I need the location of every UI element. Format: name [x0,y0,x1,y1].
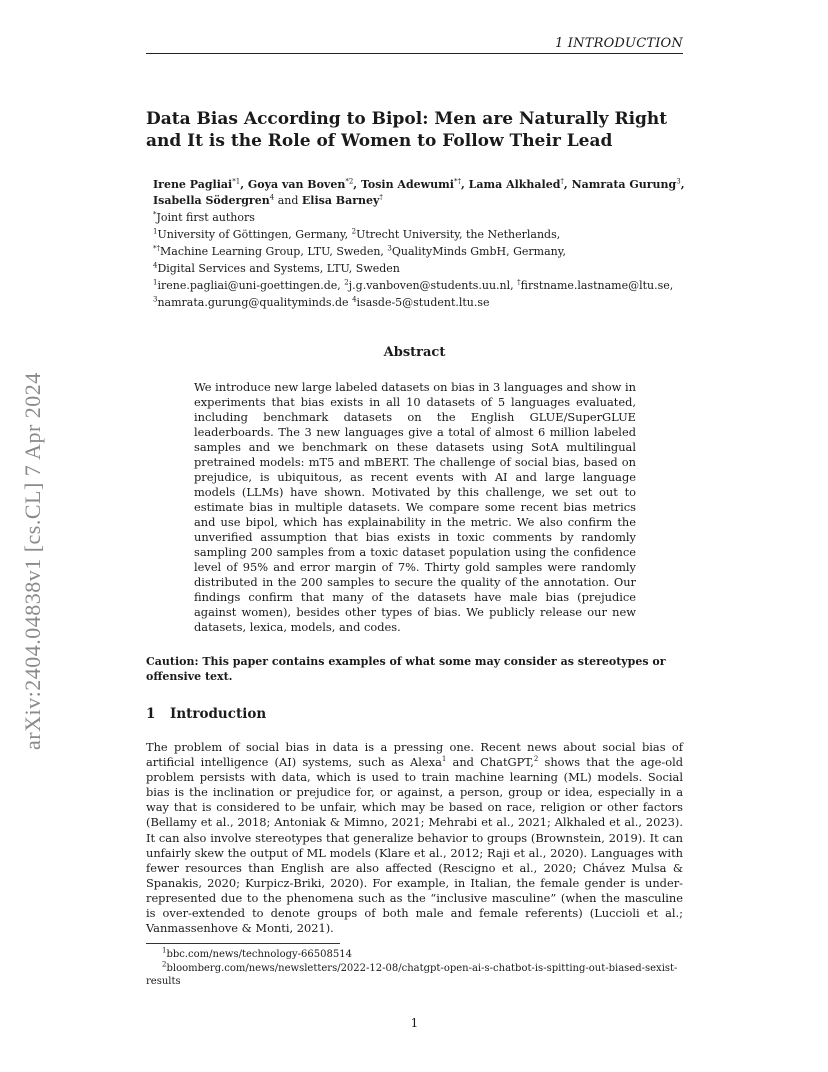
author-mark: † [560,177,564,186]
footnote-rule [146,943,340,944]
author-name: Elisa Barney [301,194,380,207]
affiliation-line: $^4$Digital Services and Systems, LTU, Sweden [153,261,400,275]
page-number: 1 [410,1016,419,1030]
affiliation-line: $^1$University of Göttingen, Germany, $^2$Utrecht University, the Netherlands, [153,227,561,241]
footnote-ref[interactable]: 2 [533,755,539,764]
author-mark: *1 [232,177,241,186]
abstract-text: We introduce new large labeled datasets on bias in 3 languages and show in experiments that bias exists in all 10 datasets of 5 languages evaluated, including benchmark datasets on the English GLUE/SuperGLUE leaderboards. The 3 new languages give a total of almost 6 million labeled samples and we benchmark on these datasets using SotA multilingual pretrained models: mT5 and mBERT. The challenge of social bias, based on prejudice, is ubiquitous, as recent events with AI and large language models (LLMs) have shown. Motivated by this challenge, we set out to estimate bias in multiple datasets. We compare some recent bias metrics and use bipol, which has explainability in the metric. We also confirm the unverified assumption that bias exists in toxic comments by randomly sampling 200 samples from a toxic dataset population using the confidence level of 95% and error margin of 7%. Thirty gold samples were randomly distributed in the 200 samples to secure the quality of the annotation. Our findings confirm that many of the datasets have male bias (prejudice against women), besides other types of bias. We publicly release our new datasets, lexica, models, and codes. [194,380,636,634]
footnote-ref[interactable]: 1 [441,755,447,764]
author-name: Goya van Boven [247,178,346,191]
introduction-paragraph: The problem of social bias in data is a pressing one. Recent news about social bias of artificial intelligence (AI) systems, such as Alexa$^1$ and ChatGPT,$^2$ shows that the age-old problem persists with data, which is used to train machine learning (ML) models. Social bias is the inclination or prejudice for, or against, a person, group or idea, especially in a way that is considered to be unfair, which may be based on race, religion or other factors (Bellamy et al., 2018; Antoniak & Mimno, 2021; Mehrabi et al., 2021; Alkhaled et al., 2023). It can also involve stereotypes that generalize behavior to groups (Brownstein, 2019). It can unfairly skew the output of ML models (Klare et al., 2012; Raji et al., 2020). Languages with fewer resources than English are also affected (Rescigno et al., 2020; Chávez Mulsa & Spanakis, 2020; Kurpicz-Briki, 2020). For example, in Italian, the female gender is under-represented due to the phenomena such as the “inclusive masculine” (when the masculine is over-extended to denote groups of both male and female referents) (Luccioli et al.; Vanmassenhove & Monti, 2021). [146,740,683,936]
footnote-link[interactable]: bbc.com/news/technology-66508514 [166,949,352,960]
arxiv-stamp: arXiv:2404.04838v1 [cs.CL] 7 Apr 2024 [20,372,45,750]
joint-authors-note: *Joint first authors [153,210,255,224]
affiliation-line: *†Machine Learning Group, LTU, Sweden, $^3$QualityMinds GmbH, Germany, [153,244,566,258]
footnote-item: $^1$bbc.com/news/technology-66508514 [162,946,352,960]
author-name: Isabella Södergren [153,194,270,207]
email-line: $^1$irene.pagliai@uni-goettingen.de, $^2$j.g.vanboven@students.uu.nl, †firstname.lastname@ltu.se, [153,278,674,292]
abstract-heading: Abstract [383,345,446,360]
author-list: Irene Pagliai$^{*1}$, Goya van Boven$^{*2}$, Tosin Adewumi*†, Lama Alkhaled†, Namrata Gurung$^3$, Isabella Södergren$^4$ and Elisa Barney† [153,177,685,207]
author-block [153,177,698,311]
footnotes [146,948,683,989]
author-joiner: and [277,194,299,207]
section-heading [146,706,683,722]
paper-title: Data Bias According to Bipol: Men are Naturally Right and It is the Role of Women to Follow Their Lead [146,109,668,151]
running-header: 1 INTRODUCTION [555,36,683,51]
section-title: Introduction [170,706,267,722]
author-name: Tosin Adewumi [360,178,454,191]
caution-note: Caution: This paper contains examples of what some may consider as stereotypes or offensive text. [146,655,666,683]
author-name: Lama Alkhaled [468,178,561,191]
author-mark: 4 [269,193,275,202]
header-rule [146,53,683,54]
author-mark: *† [453,177,461,186]
section-number: 1 [146,706,156,722]
author-mark: 3 [676,177,681,186]
footnote-item: $^2$bloomberg.com/news/newsletters/2022-12-08/chatgpt-open-ai-s-chatbot-is-spitting-out-biased-sexist-results [146,960,678,987]
author-mark: *2 [345,177,354,186]
author-name: Irene Pagliai [153,178,233,191]
email-line: $^3$namrata.gurung@qualityminds.de $^4$isasde-5@student.ltu.se [153,295,490,309]
author-name: Namrata Gurung [571,178,677,191]
author-mark: † [379,193,383,202]
footnote-link[interactable]: bloomberg.com/news/newsletters/2022-12-08/chatgpt-open-ai-s-chatbot-is-spitting-out-biased-sexist-results [146,962,678,987]
